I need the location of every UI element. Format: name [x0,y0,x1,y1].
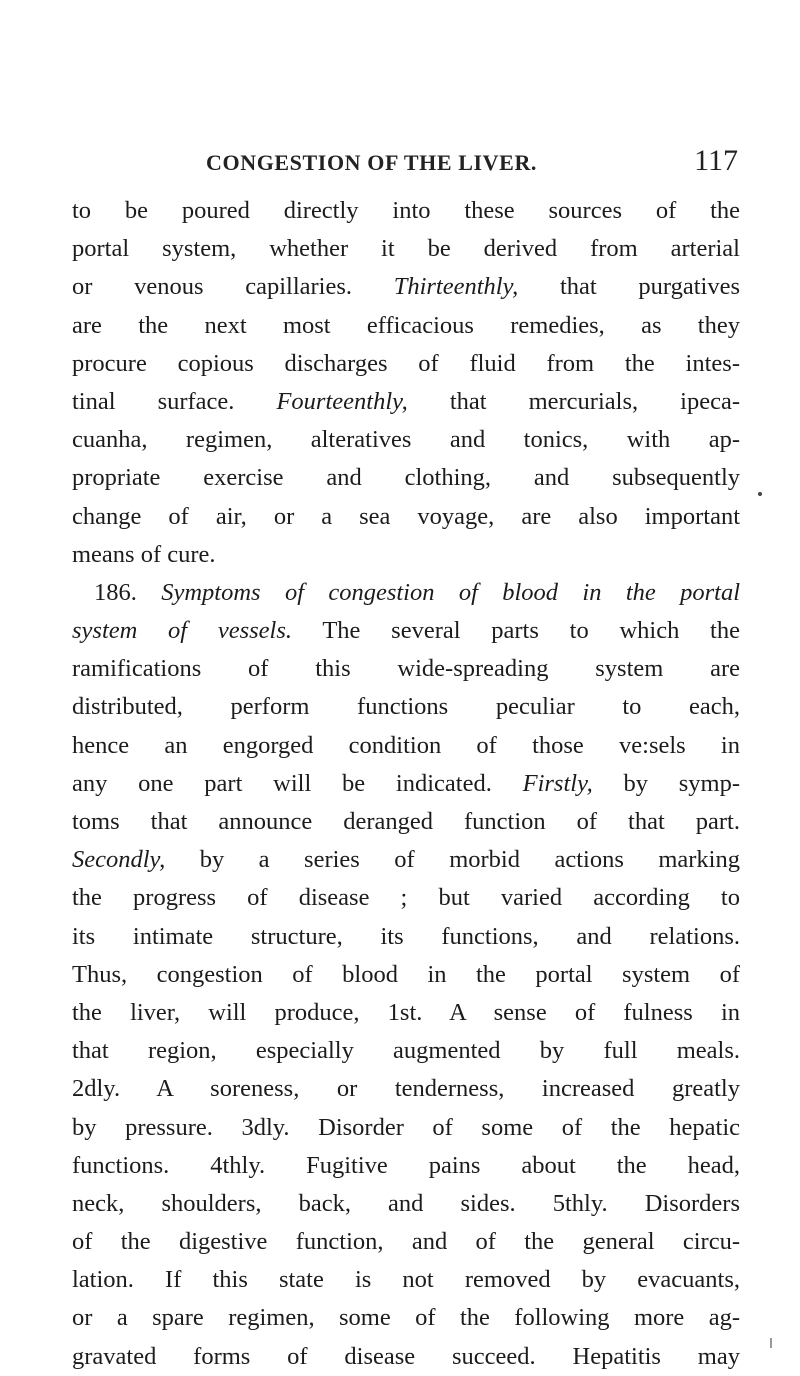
text-segment: gravated forms of disease succeed. Hepatitis may [72,1342,740,1370]
italic-text: Firstly, [522,769,593,797]
text-segment: distributed, perform functions peculiar to each, [72,693,740,721]
text-segment: are the next most efficacious remedies, as they [72,311,740,339]
text-line [72,1338,740,1376]
text-segment: procure copious discharges of fluid from the intes- [72,349,740,377]
text-segment: means of cure. [72,540,216,568]
text-line [72,994,740,1032]
text-segment: of the digestive function, and of the general circu- [72,1228,740,1256]
text-segment: ramifications of this wide-spreading system are [72,655,740,683]
italic-text: Symptoms of congestion of blood in the portal [161,578,741,606]
text-segment: 2dly. A soreness, or tenderness, increased greatly [72,1075,740,1103]
text-segment: any one part will be indicated. [72,769,523,797]
page-header [72,146,736,180]
text-line [72,1109,740,1147]
text-line [72,459,740,497]
text-line [72,650,740,688]
text-line [72,574,740,612]
italic-text: system of vessels. [72,617,293,645]
text-line [72,1299,740,1337]
text-segment: lation. If this state is not removed by evacuants, [72,1266,740,1294]
italic-text: Fourteenthly, [276,387,408,415]
text-segment: The several parts to which the [292,617,740,645]
text-line [72,612,740,650]
text-line [72,1070,740,1108]
body-text [72,192,740,1376]
text-segment: or a spare regimen, some of the following more ag- [72,1304,740,1332]
text-segment: or venous capillaries. [72,273,394,301]
text-line [72,1185,740,1223]
text-segment: functions. 4thly. Fugitive pains about the head, [72,1151,740,1179]
text-segment: by a series of morbid actions marking [165,846,740,874]
text-segment: by pressure. 3dly. Disorder of some of the hepatic [72,1113,740,1141]
text-segment: that purgatives [518,273,740,301]
text-segment: tinal surface. [72,387,277,415]
text-segment: portal system, whether it be derived from arterial [72,235,740,263]
text-line [72,345,740,383]
text-segment: the progress of disease ; but varied according to [72,884,740,912]
text-line [72,498,740,536]
text-segment: neck, shoulders, back, and sides. 5thly. Disorders [72,1189,740,1217]
text-line [72,727,740,765]
text-segment: toms that announce deranged function of that part. [72,808,740,835]
text-segment: hence an engorged condition of those ve:sels in [72,731,740,759]
text-line [72,268,740,306]
page-number: 117 [694,144,738,177]
margin-tick [770,1338,772,1348]
italic-text: Thirteenthly, [393,273,519,301]
text-line [72,1261,740,1299]
text-line [72,307,740,345]
text-segment: its intimate structure, its functions, and relations. [72,922,740,950]
text-line [72,1147,740,1185]
text-line [72,192,740,230]
text-line [72,918,740,956]
italic-text: Secondly, [72,846,166,874]
text-line [72,803,740,841]
text-line [72,1032,740,1070]
text-line [72,688,740,726]
text-line [72,421,740,459]
text-segment: propriate exercise and clothing, and subsequently [72,464,740,492]
text-segment: that region, especially augmented by full meals. [72,1037,740,1065]
text-line [72,230,740,268]
text-line [72,956,740,994]
text-line [72,841,740,879]
margin-mark [758,492,762,496]
text-line [72,1223,740,1261]
text-line [72,879,740,917]
text-line [72,383,740,421]
text-segment: to be poured directly into these sources of the [72,197,740,224]
text-line [72,536,740,574]
text-segment: the liver, will produce, 1st. A sense of fulness in [72,998,740,1026]
text-line [72,765,740,803]
text-segment: that mercurials, ipeca- [407,387,740,415]
text-segment: by symp- [592,769,741,797]
text-segment: cuanha, regimen, alteratives and tonics, with ap- [72,426,740,454]
running-head: CONGESTION OF THE LIVER. [206,150,538,175]
text-segment: Thus, congestion of blood in the portal system of [72,960,740,988]
text-segment: 186. [94,578,162,606]
text-segment: change of air, or a sea voyage, are also important [72,502,740,530]
